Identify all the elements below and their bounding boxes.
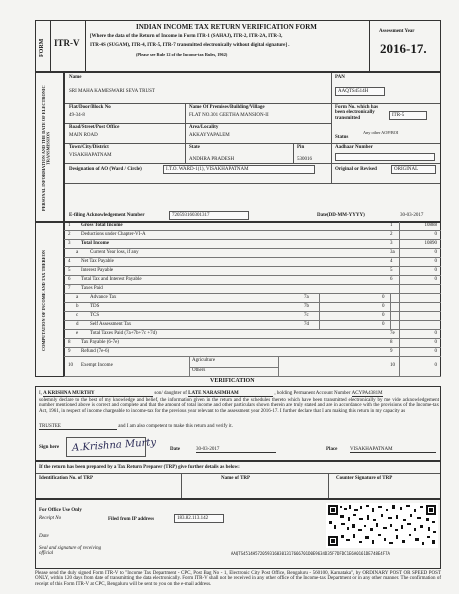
flat-label: Flat/Door/Block No bbox=[69, 105, 111, 110]
hline-2 bbox=[65, 123, 331, 124]
row-code: 5 bbox=[390, 268, 393, 273]
premises-label: Name Of Premises/Building/Village bbox=[189, 105, 265, 110]
row-tds bbox=[64, 303, 441, 312]
ao-label: Designation of AO (Ward / Circle) bbox=[69, 167, 142, 172]
row-total-income bbox=[64, 240, 441, 249]
pan-value: AAQTS4514H bbox=[335, 87, 385, 96]
row-label: Advance Tax bbox=[90, 295, 117, 300]
barcode-text: AAQTS4514H5720593160301317666701D0E9634D35F7DFDC1E6A0161DE748E4F7A bbox=[231, 551, 390, 556]
row-interest-payable bbox=[64, 267, 441, 276]
row-code: 7e bbox=[390, 331, 395, 336]
row-code: 2 bbox=[390, 232, 393, 237]
form-code: ITR-V bbox=[54, 38, 80, 48]
ip-value: 183.82.113.142 bbox=[174, 514, 224, 523]
form-subtitle-1: [Where the data of the Return of Income in Form ITR-1 (SAHAJ), ITR-2, ITR-2A, ITR-3, bbox=[90, 34, 283, 39]
row-num: 7 bbox=[68, 286, 71, 291]
row-label: Refund (7e-6) bbox=[81, 349, 110, 354]
place-label: Place bbox=[326, 447, 338, 452]
form-label: FORM bbox=[39, 38, 45, 58]
row-code: 3a bbox=[390, 250, 395, 255]
pan-label: PAN bbox=[335, 75, 345, 80]
row-num: 9 bbox=[68, 349, 71, 354]
row-value: 0 bbox=[382, 313, 385, 318]
area-value: AKKAYYAPALEM bbox=[189, 133, 230, 138]
state-label: State bbox=[189, 145, 200, 150]
ay-divider bbox=[369, 21, 370, 71]
ao-value: I.T.O. WARD-1(1), VISAKHAPATNAM bbox=[163, 165, 315, 174]
hline-4 bbox=[65, 163, 440, 164]
verification-capacity-line bbox=[39, 424, 233, 430]
signature: A.Krishna Murty bbox=[71, 437, 157, 454]
row-num: 4 bbox=[68, 259, 71, 264]
row-tax-payable bbox=[64, 339, 441, 348]
row-advance-tax bbox=[64, 294, 441, 303]
row-num: a bbox=[76, 250, 79, 255]
row-num: d bbox=[76, 322, 79, 327]
pan-divider bbox=[331, 73, 332, 103]
computation-side-label: COMPUTATION OF INCOME AND TAX THEREON bbox=[41, 249, 46, 352]
row-value: 10888 bbox=[424, 223, 437, 228]
row-taxes-paid bbox=[64, 285, 441, 294]
row-code: 7b bbox=[304, 304, 309, 309]
office-section bbox=[35, 499, 441, 569]
row-code: 4 bbox=[390, 259, 393, 264]
row-value: 0 bbox=[382, 322, 385, 327]
town-value: VISAKHAPATNAM bbox=[69, 153, 112, 158]
row-num: a bbox=[76, 295, 79, 300]
row-net-tax-payable bbox=[64, 258, 441, 267]
row-label: Current Year loss, if any bbox=[90, 250, 139, 255]
verification-title: VERIFICATION bbox=[210, 378, 255, 384]
personal-info-side-label: PERSONAL INFORMATION AND THE DATE OF ELECTRONIC TRANSMISSION bbox=[41, 85, 51, 211]
road-value: MAIN ROAD bbox=[69, 133, 98, 138]
row-num: c bbox=[76, 313, 79, 318]
form-subtitle-3: (Please see Rule 12 of the Income-tax Rules, 1962) bbox=[136, 52, 228, 57]
assessment-year-value: 2016-17. bbox=[380, 41, 427, 56]
row-num: 3 bbox=[68, 241, 71, 246]
row-num: b bbox=[76, 304, 79, 309]
form-code-divider bbox=[85, 21, 86, 71]
row-code: 9 bbox=[390, 349, 393, 354]
capacity-value: TRUSTEE bbox=[39, 424, 117, 430]
row-label: Taxes Paid bbox=[81, 286, 103, 291]
row-code: 8 bbox=[390, 340, 393, 345]
row-value: 0 bbox=[434, 250, 437, 255]
row-value: 0 bbox=[434, 340, 437, 345]
qr-code bbox=[326, 503, 438, 548]
row-num: e bbox=[76, 331, 79, 336]
row-self-assessment-tax bbox=[64, 321, 441, 330]
row-label: Total Taxes Paid (7a+7b+7c +7d) bbox=[90, 331, 157, 336]
date-value: 30-03-2017 bbox=[400, 213, 424, 218]
row-code: 10 bbox=[390, 363, 395, 368]
verification-holding-pan: , holding Permanent Account Number bbox=[274, 391, 351, 396]
row-label: Tax Payable (6-7e) bbox=[81, 340, 119, 345]
row-label: Gross Total Income bbox=[81, 223, 123, 228]
hline-5 bbox=[65, 183, 440, 184]
row-label: Deductions under Chapter-VI-A bbox=[81, 232, 146, 237]
verification-text: solemnly declare to the best of my knowledge and belief, the information given in the return and the schedules thereto which have been transmitted electronically by me vide acknowledgement number mentioned above is correct and complete and that the amount of total income and other particulars shown therein are truly stated and are in accordance with the provisions of the Income-tax Act, 1961, in respect of income chargeable to income-tax for the previous year relevant to the assessment year 2016-17. I further declare that I am making this return in my capacity as bbox=[39, 398, 439, 414]
row-code: 7c bbox=[304, 313, 309, 318]
town-label: Town/City/District bbox=[69, 145, 109, 150]
premises-divider bbox=[185, 103, 186, 163]
verification-son-of: son/ daughter of bbox=[154, 391, 187, 396]
row-value: 0 bbox=[434, 268, 437, 273]
form-label-cell bbox=[36, 21, 51, 71]
father-name: LATE NARASIMHAM bbox=[188, 391, 273, 397]
sign-label: Sign here bbox=[39, 445, 60, 450]
row-value: 0 bbox=[434, 331, 437, 336]
row-code: 3 bbox=[390, 241, 393, 246]
personal-info-grid bbox=[64, 72, 441, 222]
status-label: Status bbox=[335, 135, 349, 140]
row-code: 7d bbox=[304, 322, 309, 327]
personal-info-side bbox=[35, 72, 64, 222]
name-value: SRI MAHA KAMESWARI SEVA TRUST bbox=[69, 89, 155, 94]
row-total-tax-interest bbox=[64, 276, 441, 285]
row-value: 0 bbox=[434, 349, 437, 354]
pin-label: Pin bbox=[297, 145, 305, 150]
verification-date-value: 30-03-2017 bbox=[196, 447, 276, 453]
row-value: 10890 bbox=[424, 241, 437, 246]
row-num: 1 bbox=[68, 223, 71, 228]
row-label: Total Tax and Interest Payable bbox=[81, 277, 142, 282]
row-tcs bbox=[64, 312, 441, 321]
office-use-label: For Office Use Only bbox=[39, 508, 82, 513]
agri-label: Agriculture bbox=[192, 358, 216, 363]
row-label: Total Income bbox=[81, 241, 110, 246]
pin-divider bbox=[293, 143, 294, 163]
aadhaar-label: Aadhaar Number bbox=[335, 145, 373, 150]
ip-label: Filed from IP address bbox=[108, 517, 155, 522]
verification-line-1 bbox=[39, 391, 383, 397]
row-deductions bbox=[64, 231, 441, 240]
verification-i: I, bbox=[39, 391, 42, 396]
form-subtitle-2: ITR-4S (SUGAM), ITR-4, ITR-5, ITR-7 transmitted electronically without digital signature] . bbox=[90, 43, 290, 48]
row-value: 0 bbox=[434, 259, 437, 264]
ack-label: E-filing Acknowledgement Number bbox=[69, 213, 145, 218]
receipt-no-label: Receipt No bbox=[39, 516, 62, 521]
row-num: 10 bbox=[68, 363, 73, 368]
trp-name-label: Name of TRP bbox=[221, 476, 251, 481]
computation-side bbox=[35, 222, 64, 377]
trp-section bbox=[35, 461, 441, 499]
row-num: 6 bbox=[68, 277, 71, 282]
row-total-taxes-paid bbox=[64, 330, 441, 339]
row-label: Self Assessment Tax bbox=[90, 322, 132, 327]
verification-date-label: Date bbox=[170, 447, 180, 452]
row-gross-total-income bbox=[64, 222, 441, 231]
row-code: 1 bbox=[390, 223, 393, 228]
row-value: 0 bbox=[382, 304, 385, 309]
row-refund bbox=[64, 348, 441, 357]
assessment-year-label: Assessment Year bbox=[379, 29, 415, 34]
hline-1 bbox=[65, 103, 440, 104]
row-exempt-income bbox=[64, 357, 441, 377]
row-num: 5 bbox=[68, 268, 71, 273]
hline-3 bbox=[65, 143, 440, 144]
form-header bbox=[35, 20, 441, 72]
trp-counter-label: Counter Signature of TRP bbox=[336, 476, 393, 481]
road-label: Road/Street/Post Office bbox=[69, 125, 120, 130]
form-title: INDIAN INCOME TAX RETURN VERIFICATION FORM bbox=[136, 23, 317, 31]
trp-id-label: Identification No. of TRP bbox=[39, 476, 94, 481]
row-num: 2 bbox=[68, 232, 71, 237]
area-label: Area/Locality bbox=[189, 125, 219, 130]
row-current-year-loss bbox=[64, 249, 441, 258]
verifier-pan: ACYPA4381M bbox=[351, 391, 383, 396]
verifier-name: A KRISHNA MURTHY bbox=[43, 391, 153, 397]
name-label: Name bbox=[69, 75, 82, 80]
flat-value: 49-34-8 bbox=[69, 113, 85, 118]
ack-value: 720593160301317 bbox=[169, 211, 249, 220]
row-label: Net Tax Payable bbox=[81, 259, 114, 264]
orig-label: Original or Revised bbox=[335, 167, 377, 172]
row-value: 0 bbox=[434, 232, 437, 237]
row-num: 8 bbox=[68, 340, 71, 345]
formno-label: Form No. which has been electronically transmitted bbox=[335, 105, 379, 121]
row-value: 0 bbox=[434, 277, 437, 282]
trp-intro: If the return has been prepared by a Tax Return Preparer (TRP) give further details as below: bbox=[39, 465, 240, 470]
others-label: Others bbox=[192, 368, 206, 373]
row-label: TDS bbox=[90, 304, 100, 309]
state-value: ANDHRA PRADESH bbox=[189, 157, 235, 162]
verification-section bbox=[35, 386, 441, 461]
office-date-label: Date bbox=[39, 534, 49, 539]
row-code: 6 bbox=[390, 277, 393, 282]
pin-value: 530016 bbox=[297, 157, 312, 162]
row-label: TCS bbox=[90, 313, 100, 318]
seal-label: Seal and signature of receiving official bbox=[39, 546, 102, 557]
verification-text-2: and I am also competent to make this return and verify it. bbox=[118, 424, 233, 429]
formno-value: ITR-5 bbox=[389, 111, 427, 120]
status-value: Any other AOP/BOI bbox=[363, 130, 399, 135]
orig-value: ORIGINAL bbox=[391, 165, 436, 174]
row-value: 0 bbox=[382, 295, 385, 300]
aadhaar-value bbox=[335, 153, 435, 161]
row-value: 0 bbox=[434, 363, 437, 368]
row-label: Exempt Income bbox=[81, 363, 113, 368]
place-value: VISAKHAPATNAM bbox=[350, 447, 436, 453]
footer-instructions: Please send the duly signed Form ITR-V to "Income Tax Department - CPC, Post Bag No - 1, Electronic City Post Office, Bengaluru - 560100, Karnataka", by ORDINARY POST OR SPEED POST ONLY, within 120 days from date of transmitting the data electronically. Form ITR-V shall not be received in any other office of the Income-tax Department or in any other manner. The confirmation of receipt of this Form ITR-V at CPC, Bengaluru will be sent to you on the e-mail address. bbox=[35, 571, 441, 587]
premises-value: FLAT NO.301 GEETHA MANSION-II bbox=[189, 113, 269, 118]
date-label: Date(DD-MM-YYYY) bbox=[317, 213, 365, 218]
row-label: Interest Payable bbox=[81, 268, 114, 273]
row-code: 7a bbox=[304, 295, 309, 300]
